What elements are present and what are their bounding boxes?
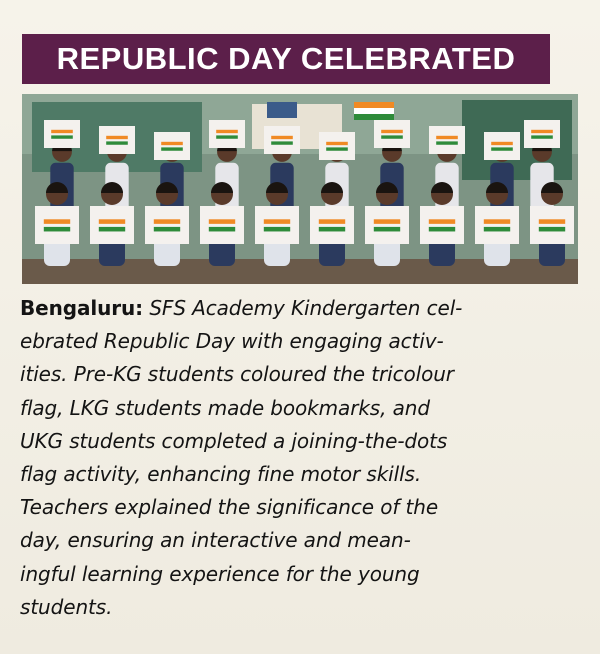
- article-line: ingful learning experience for the young: [20, 561, 420, 586]
- article-body: [20, 292, 585, 624]
- article-line: flag, LKG students made bookmarks, and: [20, 395, 430, 420]
- article-line: Teachers explained the significance of the: [20, 495, 439, 520]
- article-line: ities. Pre-KG students coloured the tricolour: [20, 362, 454, 387]
- article-line: UKG students completed a joining-the-dots: [20, 428, 448, 453]
- article-line: flag activity, enhancing fine motor skills.: [20, 462, 422, 487]
- headline: REPUBLIC DAY CELEBRATED: [56, 41, 516, 76]
- article-line: [20, 292, 585, 325]
- group-photo: [22, 94, 578, 284]
- group-photo-icon: [22, 94, 578, 284]
- headline-banner: [22, 34, 550, 84]
- article-line: ebrated Republic Day with engaging activ-: [20, 329, 444, 354]
- article-line: day, ensuring an interactive and mean-: [20, 528, 411, 553]
- article-line: students.: [20, 594, 113, 619]
- article-line-text: SFS Academy Kindergarten cel-: [143, 296, 463, 320]
- dateline: Bengaluru:: [20, 296, 144, 320]
